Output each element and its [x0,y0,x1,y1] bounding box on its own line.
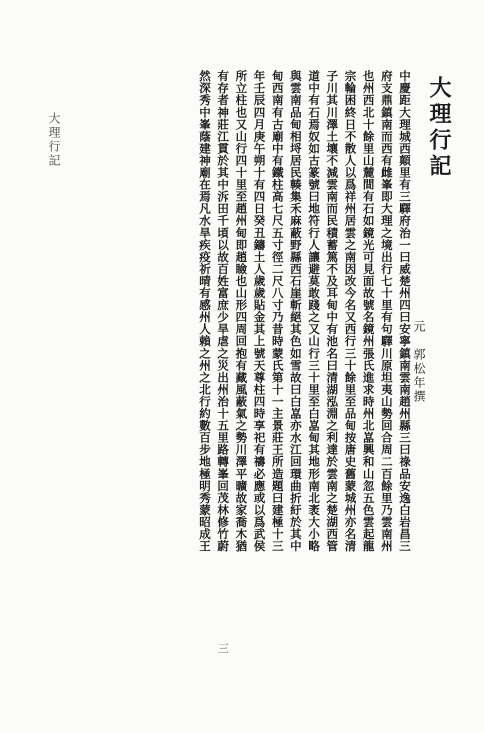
vertical-text-block [96,70,454,670]
page-number: 三 [218,642,229,655]
text-column: 道中有石焉奴如古篆號曰地符行人讓避莫敢踐之又山行三十里至白嵓甸其地形南北袤大小略 [307,70,322,552]
text-column: 與雲南品甸相埒居民輳集禾麻蔽野縣西石崖斬絕其色如雪故曰白嵓亦水江回環曲折紆於其中 [288,70,303,552]
text-column: 子川其川澤土壤不減雲南而民積蓄篤不及耳甸中有池名曰清湖泓淵之利達於雲南之楚湖西管 [325,70,340,552]
text-column: 也州西北十餘里山麓間有石如鏡光可見面故號名鏡州張氏進求時州北嵓興和山忽五色雲起龍 [361,70,376,552]
author-credit: 元 郭松年撰 [412,320,426,404]
text-column: 宗輪困終日不散人以爲祥州居雲之南因改今名又西行三十餘里至品甸按唐史舊蒙城州亦名清 [343,70,358,552]
text-column: 甸西南有古廟中有鐵柱高七尺五寸徑二尺八寸乃昔時蒙氏第十一主景莊王所造題曰建極十三 [270,70,285,552]
page-title: 大理行記 [426,76,452,180]
text-column: 年壬辰四月庚午朔十有四日癸丑鑄土人歲歲貼金其上號天尊柱四時享祀有禱必應或以爲武侯 [252,70,267,552]
text-column: 然深秀中峯蔭建神廟在焉凡水旱疾疫祈晴有感州人賴之州之北行約數百步地極明秀蒙昭成王 [197,70,212,552]
text-column: 中慶距大理城西顛里有三驛府治一曰威楚州四曰安寧鎮南雲南趙州縣三曰祿品安逸白岩昌三 [398,70,412,552]
text-column: 有存者神莊江貫於其中泝田千頃以故百姓富庶少旱虐之災出州治十五里路轉峯回茂林修竹蔚 [216,70,231,552]
text-column: 所立柱也又山行四十里至趙州甸即趙瞼也山形四周回抱有藏風蔽氣之勢川澤平曠故家喬木猶 [234,70,249,552]
text-column: 府支鼎鎮南而西有雌峯即大理之境出行七十里有句驛川原坦夷山勢回合周二百餘里乃雲南州 [379,70,394,552]
running-head: 大理行記 [47,112,61,168]
